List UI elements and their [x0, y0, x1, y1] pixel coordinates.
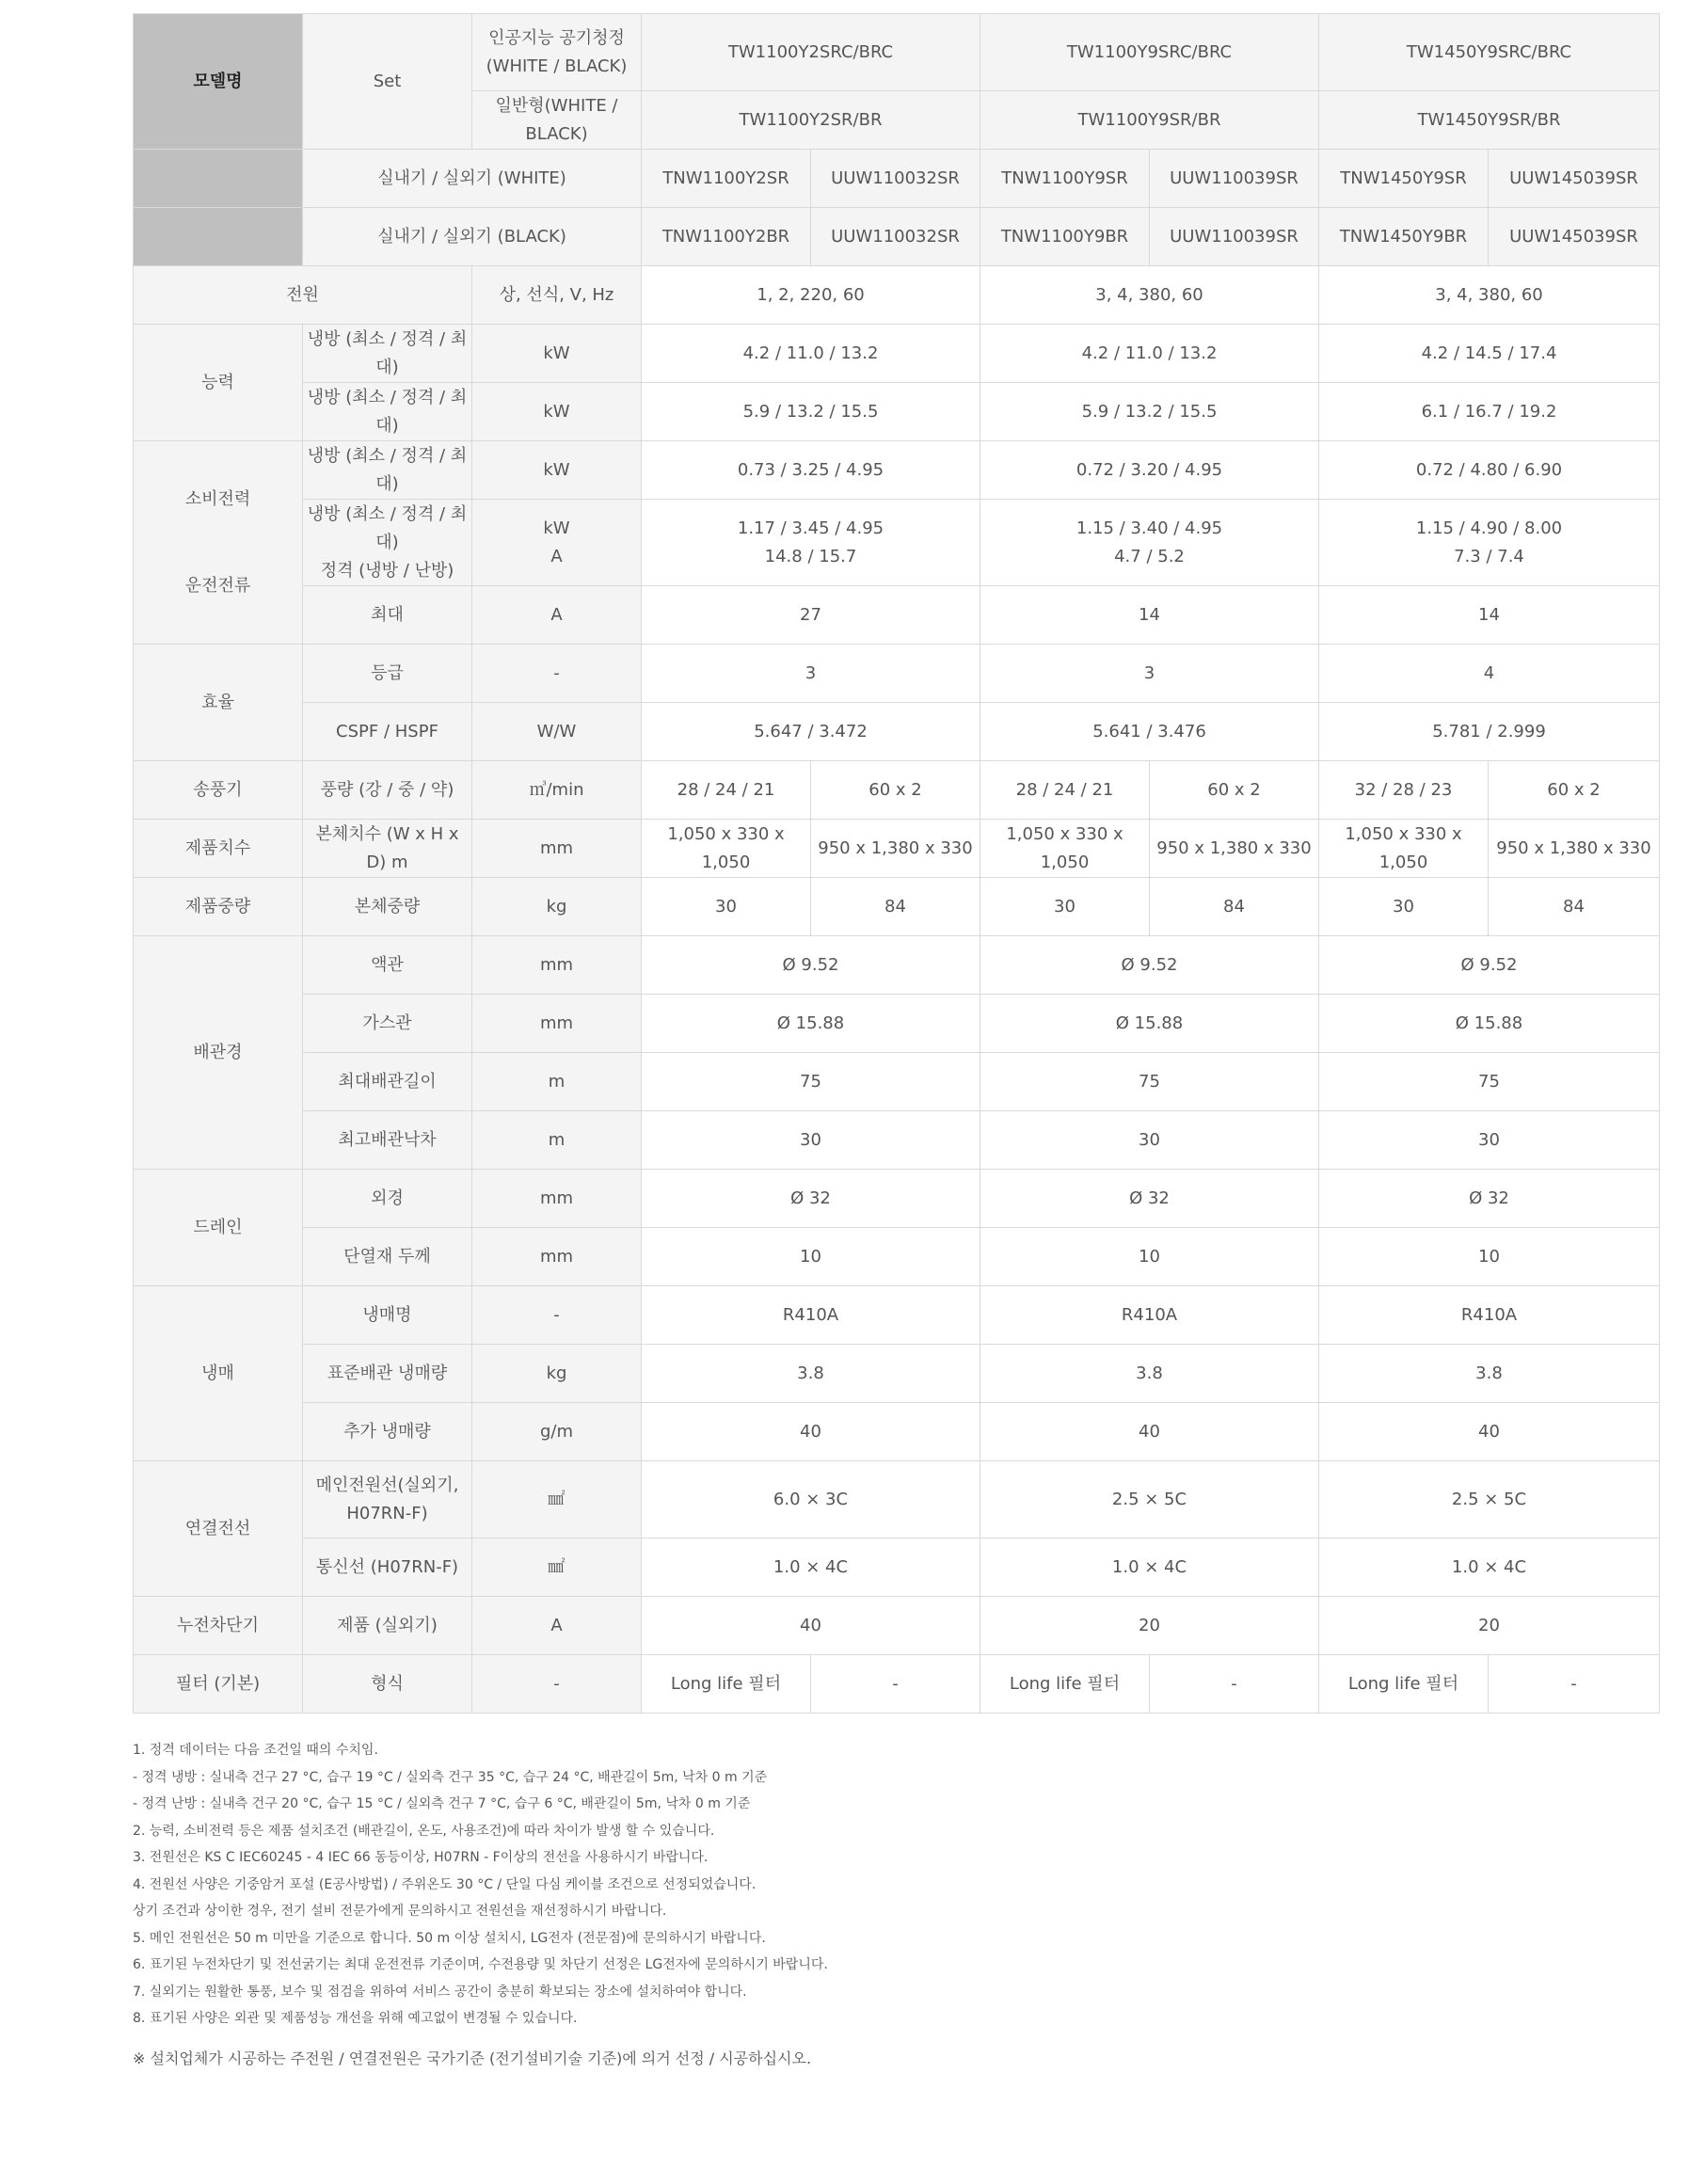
row-value: 3, 4, 380, 60 — [980, 266, 1319, 325]
unit-model: UUW110039SR — [1150, 150, 1319, 208]
group-label: 송풍기 — [134, 761, 303, 820]
row-value: 28 / 24 / 21 — [642, 761, 811, 820]
value-b: 7.3 / 7.4 — [1454, 546, 1524, 566]
normal-type-label: 일반형(WHITE / BLACK) — [472, 91, 642, 150]
row-piping-maxlen — [134, 1053, 1660, 1111]
row-value: 10 — [1319, 1228, 1660, 1286]
row-label: 추가 냉매량 — [303, 1403, 472, 1461]
row-value: Ø 15.88 — [642, 995, 980, 1053]
note-line: 7. 실외기는 원활한 통풍, 보수 및 점검을 위하여 서비스 공간이 충분히 확보되는 장소에 설치하여야 합니다. — [133, 1984, 747, 2000]
model-name-label: 모델명 — [134, 14, 303, 150]
row-value: 84 — [1150, 878, 1319, 936]
note-line: 6. 표기된 누전차단기 및 전선굵기는 최대 운전전류 기준이며, 수전용량 및 차단기 선정은 LG전자에 문의하시기 바랍니다. — [133, 1957, 828, 1972]
row-label: 최대 — [303, 586, 472, 645]
group-label: 능력 — [134, 325, 303, 441]
row-value: 3.8 — [1319, 1345, 1660, 1403]
row-unit: kW — [472, 441, 642, 500]
row-value: 60 x 2 — [1489, 761, 1660, 820]
row-value: 84 — [1489, 878, 1660, 936]
row-label: 가스관 — [303, 995, 472, 1053]
row-label: 표준배관 냉매량 — [303, 1345, 472, 1403]
header-row-white — [134, 150, 1660, 208]
row-value: 5.781 / 2.999 — [1319, 703, 1660, 761]
row-value: 30 — [980, 878, 1150, 936]
row-value: 60 x 2 — [1150, 761, 1319, 820]
row-value: 0.72 / 4.80 / 6.90 — [1319, 441, 1660, 500]
row-value: 3, 4, 380, 60 — [1319, 266, 1660, 325]
row-value: - — [1150, 1655, 1319, 1714]
row-unit: mm — [472, 1228, 642, 1286]
group-label: 배관경 — [134, 936, 303, 1170]
unit-model: TNW1100Y9SR — [980, 150, 1150, 208]
row-weight — [134, 878, 1660, 936]
row-value: Ø 32 — [642, 1170, 980, 1228]
note-line: 8. 표기된 사양은 외관 및 제품성능 개선을 위해 예고없이 변경될 수 있습니다. — [133, 2011, 578, 2026]
row-value: 28 / 24 / 21 — [980, 761, 1150, 820]
header-row-ai — [134, 14, 1660, 91]
ai-type-label: 인공지능 공기청정 (WHITE / BLACK) — [472, 14, 642, 91]
row-value: 10 — [642, 1228, 980, 1286]
note-line: 5. 메인 전원선은 50 m 미만을 기준으로 합니다. 50 m 이상 설치시, LG전자 (전문점)에 문의하시기 바랍니다. — [133, 1930, 766, 1946]
set-label: Set — [303, 14, 472, 150]
row-value: Ø 9.52 — [1319, 936, 1660, 995]
row-wiring-comm — [134, 1538, 1660, 1597]
row-piping-gas — [134, 995, 1660, 1053]
model-name-fill — [134, 150, 303, 208]
row-value: 1.0 × 4C — [980, 1538, 1319, 1597]
unit-model: UUW110032SR — [811, 208, 980, 266]
normal-model: TW1450Y9SR/BR — [1319, 91, 1660, 150]
spec-table — [133, 13, 1660, 1714]
unit-model: TNW1100Y2SR — [642, 150, 811, 208]
note-line: - 정격 난방 : 실내측 건구 20 °C, 습구 15 °C / 실외측 건구 7 °C, 습구 6 °C, 배관길이 5m, 낙차 0 m 기준 — [133, 1796, 751, 1811]
unit-model: UUW110039SR — [1150, 208, 1319, 266]
row-value: 40 — [642, 1403, 980, 1461]
row-value: Long life 필터 — [642, 1655, 811, 1714]
row-unit: mm — [472, 995, 642, 1053]
row-capacity-cool — [134, 325, 1660, 383]
row-consumption-heat — [134, 500, 1660, 586]
normal-model: TW1100Y9SR/BR — [980, 91, 1319, 150]
group-label: 제품치수 — [134, 820, 303, 878]
note-line: 1. 정격 데이터는 다음 조건일 때의 수치임. — [133, 1743, 378, 1758]
row-value: 30 — [1319, 878, 1489, 936]
row-drain-insul — [134, 1228, 1660, 1286]
row-value: R410A — [1319, 1286, 1660, 1345]
row-value: 75 — [642, 1053, 980, 1111]
row-consumption-cool — [134, 441, 1660, 500]
row-label: 본체중량 — [303, 878, 472, 936]
row-value: Ø 9.52 — [980, 936, 1319, 995]
unit-model: UUW145039SR — [1489, 150, 1660, 208]
row-value: 4.2 / 14.5 / 17.4 — [1319, 325, 1660, 383]
row-wiring-main — [134, 1461, 1660, 1538]
row-value: 0.72 / 3.20 / 4.95 — [980, 441, 1319, 500]
row-value: 84 — [811, 878, 980, 936]
row-current-max — [134, 586, 1660, 645]
row-refrigerant-name — [134, 1286, 1660, 1345]
current-label: 운전전류 — [184, 575, 251, 596]
unit-model: TNW1100Y9BR — [980, 208, 1150, 266]
group-label: 필터 (기본) — [134, 1655, 303, 1714]
note-line: 4. 전원선 사양은 기중암거 포설 (E공사방법) / 주위온도 30 °C / 단일 다심 케이블 조건으로 선정되었습니다. — [133, 1876, 757, 1892]
row-value: 1, 2, 220, 60 — [642, 266, 980, 325]
units-black-label: 실내기 / 실외기 (BLACK) — [303, 208, 642, 266]
row-value: 2.5 × 5C — [1319, 1461, 1660, 1538]
value-b: 4.7 / 5.2 — [1114, 546, 1185, 566]
row-value: Ø 15.88 — [1319, 995, 1660, 1053]
ai-model: TW1100Y2SRC/BRC — [642, 14, 980, 91]
row-label: 전원 — [134, 266, 472, 325]
row-value: 4 — [1319, 645, 1660, 703]
group-label: 연결전선 — [134, 1461, 303, 1597]
value-b: 14.8 / 15.7 — [764, 546, 857, 566]
row-label-b: 정격 (냉방 / 난방) — [320, 560, 454, 581]
group-label: 제품중량 — [134, 878, 303, 936]
note-line: - 정격 냉방 : 실내측 건구 27 °C, 습구 19 °C / 실외측 건구 35 °C, 습구 24 °C, 배관길이 5m, 낙차 0 m 기준 — [133, 1769, 768, 1785]
row-unit: ㎥/min — [472, 761, 642, 820]
group-label: 드레인 — [134, 1170, 303, 1286]
row-value: 3 — [980, 645, 1319, 703]
units-white-label: 실내기 / 실외기 (WHITE) — [303, 150, 642, 208]
row-unit: A — [472, 1597, 642, 1655]
row-value: 40 — [980, 1403, 1319, 1461]
row-label: 제품 (실외기) — [303, 1597, 472, 1655]
consumption-label: 소비전력 — [184, 488, 251, 509]
row-label: 액관 — [303, 936, 472, 995]
normal-model: TW1100Y2SR/BR — [642, 91, 980, 150]
row-value: 14 — [980, 586, 1319, 645]
row-unit: ㎟ — [472, 1538, 642, 1597]
row-value: 30 — [642, 1111, 980, 1170]
row-value: 950 x 1,380 x 330 — [1150, 820, 1319, 878]
row-drain-outer — [134, 1170, 1660, 1228]
row-label: 등급 — [303, 645, 472, 703]
row-value: 0.73 / 3.25 / 4.95 — [642, 441, 980, 500]
row-value: 950 x 1,380 x 330 — [1489, 820, 1660, 878]
row-value: R410A — [642, 1286, 980, 1345]
row-value: 3 — [642, 645, 980, 703]
row-unit-b: A — [550, 546, 563, 566]
row-unit: - — [472, 1286, 642, 1345]
row-power — [134, 266, 1660, 325]
row-value: Ø 32 — [980, 1170, 1319, 1228]
row-filter — [134, 1655, 1660, 1714]
row-value: 1,050 x 330 x 1,050 — [642, 820, 811, 878]
row-value: 75 — [980, 1053, 1319, 1111]
row-value — [980, 500, 1319, 586]
header-row-black — [134, 208, 1660, 266]
row-value: 27 — [642, 586, 980, 645]
row-label: 냉방 (최소 / 정격 / 최대) — [303, 325, 472, 383]
row-unit: kg — [472, 878, 642, 936]
row-efficiency-grade — [134, 645, 1660, 703]
row-unit: ㎟ — [472, 1461, 642, 1538]
row-unit: mm — [472, 1170, 642, 1228]
unit-model: TNW1450Y9BR — [1319, 208, 1489, 266]
group-label: 냉매 — [134, 1286, 303, 1461]
unit-model: TNW1100Y2BR — [642, 208, 811, 266]
row-unit: 상, 선식, V, Hz — [472, 266, 642, 325]
row-value: Long life 필터 — [1319, 1655, 1489, 1714]
row-value: Ø 32 — [1319, 1170, 1660, 1228]
row-value — [1319, 500, 1660, 586]
row-unit: g/m — [472, 1403, 642, 1461]
group-label: 누전차단기 — [134, 1597, 303, 1655]
row-unit: W/W — [472, 703, 642, 761]
row-label: 최고배관낙차 — [303, 1111, 472, 1170]
value-a: 1.17 / 3.45 / 4.95 — [737, 518, 884, 538]
footer-note: ※ 설치업체가 시공하는 주전원 / 연결전원은 국가기준 (전기설비기술 기준)에 의거 선정 / 시공하십시오. — [133, 2048, 812, 2067]
row-label: 냉방 (최소 / 정격 / 최대) — [303, 383, 472, 441]
row-label-a: 냉방 (최소 / 정격 / 최대) — [307, 503, 468, 552]
row-value: 6.1 / 16.7 / 19.2 — [1319, 383, 1660, 441]
row-value: Long life 필터 — [980, 1655, 1150, 1714]
row-value: 20 — [980, 1597, 1319, 1655]
row-value: - — [811, 1655, 980, 1714]
row-value: 2.5 × 5C — [980, 1461, 1319, 1538]
row-value: 1.0 × 4C — [642, 1538, 980, 1597]
row-label: 통신선 (H07RN-F) — [303, 1538, 472, 1597]
value-a: 1.15 / 3.40 / 4.95 — [1076, 518, 1223, 538]
row-piping-maxheight — [134, 1111, 1660, 1170]
row-value: 1.0 × 4C — [1319, 1538, 1660, 1597]
row-value: 40 — [642, 1597, 980, 1655]
row-refrigerant-std — [134, 1345, 1660, 1403]
row-capacity-heat — [134, 383, 1660, 441]
row-value: 5.9 / 13.2 / 15.5 — [980, 383, 1319, 441]
group-label: 효율 — [134, 645, 303, 761]
row-unit: kg — [472, 1345, 642, 1403]
row-unit: - — [472, 1655, 642, 1714]
row-value: Ø 9.52 — [642, 936, 980, 995]
row-label: 본체치수 (W x H x D) m — [303, 820, 472, 878]
row-efficiency-cspf — [134, 703, 1660, 761]
row-unit: m — [472, 1053, 642, 1111]
model-name-fill — [134, 208, 303, 266]
row-value: 3.8 — [980, 1345, 1319, 1403]
row-fan — [134, 761, 1660, 820]
row-value: 10 — [980, 1228, 1319, 1286]
row-label: 단열재 두께 — [303, 1228, 472, 1286]
row-label: 최대배관길이 — [303, 1053, 472, 1111]
row-label — [303, 500, 472, 586]
row-value — [642, 500, 980, 586]
row-label: 외경 — [303, 1170, 472, 1228]
note-line: 상기 조건과 상이한 경우, 전기 설비 전문가에게 문의하시고 전원선을 재선정하시기 바랍니다. — [133, 1904, 667, 1919]
notes-section — [133, 1737, 1659, 2072]
row-label: CSPF / HSPF — [303, 703, 472, 761]
note-line: 2. 능력, 소비전력 등은 제품 설치조건 (배관길이, 온도, 사용조건)에 따라 차이가 발생 할 수 있습니다. — [133, 1823, 715, 1839]
unit-model: UUW145039SR — [1489, 208, 1660, 266]
row-value: 75 — [1319, 1053, 1660, 1111]
row-breaker — [134, 1597, 1660, 1655]
row-label: 형식 — [303, 1655, 472, 1714]
row-value: 30 — [980, 1111, 1319, 1170]
unit-model: UUW110032SR — [811, 150, 980, 208]
row-value: 950 x 1,380 x 330 — [811, 820, 980, 878]
row-label: 냉방 (최소 / 정격 / 최대) — [303, 441, 472, 500]
ai-model: TW1100Y9SRC/BRC — [980, 14, 1319, 91]
row-label: 메인전원선(실외기, H07RN-F) — [303, 1461, 472, 1538]
row-value: 3.8 — [642, 1345, 980, 1403]
row-value: 30 — [1319, 1111, 1660, 1170]
row-label: 냉매명 — [303, 1286, 472, 1345]
row-value: 4.2 / 11.0 / 13.2 — [980, 325, 1319, 383]
row-value: 4.2 / 11.0 / 13.2 — [642, 325, 980, 383]
row-value: 30 — [642, 878, 811, 936]
row-unit: mm — [472, 936, 642, 995]
row-value: 5.641 / 3.476 — [980, 703, 1319, 761]
group-label — [134, 441, 303, 645]
row-unit: A — [472, 586, 642, 645]
row-value: 1,050 x 330 x 1,050 — [1319, 820, 1489, 878]
row-value: 40 — [1319, 1403, 1660, 1461]
row-value: 60 x 2 — [811, 761, 980, 820]
row-value: 1,050 x 330 x 1,050 — [980, 820, 1150, 878]
note-line: 3. 전원선은 KS C IEC60245 - 4 IEC 66 동등이상, H07RN - F이상의 전선을 사용하시기 바랍니다. — [133, 1850, 709, 1865]
row-unit: mm — [472, 820, 642, 878]
row-value: 14 — [1319, 586, 1660, 645]
row-unit: kW — [472, 383, 642, 441]
row-value: Ø 15.88 — [980, 995, 1319, 1053]
row-value: - — [1489, 1655, 1660, 1714]
row-value: 32 / 28 / 23 — [1319, 761, 1489, 820]
ai-model: TW1450Y9SRC/BRC — [1319, 14, 1660, 91]
row-refrigerant-add — [134, 1403, 1660, 1461]
unit-model: TNW1450Y9SR — [1319, 150, 1489, 208]
value-a: 1.15 / 4.90 / 8.00 — [1415, 518, 1563, 538]
row-value: 20 — [1319, 1597, 1660, 1655]
row-value: R410A — [980, 1286, 1319, 1345]
row-label: 풍량 (강 / 중 / 약) — [303, 761, 472, 820]
row-unit — [472, 500, 642, 586]
row-size — [134, 820, 1660, 878]
row-unit: kW — [472, 325, 642, 383]
row-unit: - — [472, 645, 642, 703]
row-unit: m — [472, 1111, 642, 1170]
row-unit-a: kW — [543, 518, 570, 538]
row-value: 5.647 / 3.472 — [642, 703, 980, 761]
row-piping-liquid — [134, 936, 1660, 995]
row-value: 6.0 × 3C — [642, 1461, 980, 1538]
row-value: 5.9 / 13.2 / 15.5 — [642, 383, 980, 441]
